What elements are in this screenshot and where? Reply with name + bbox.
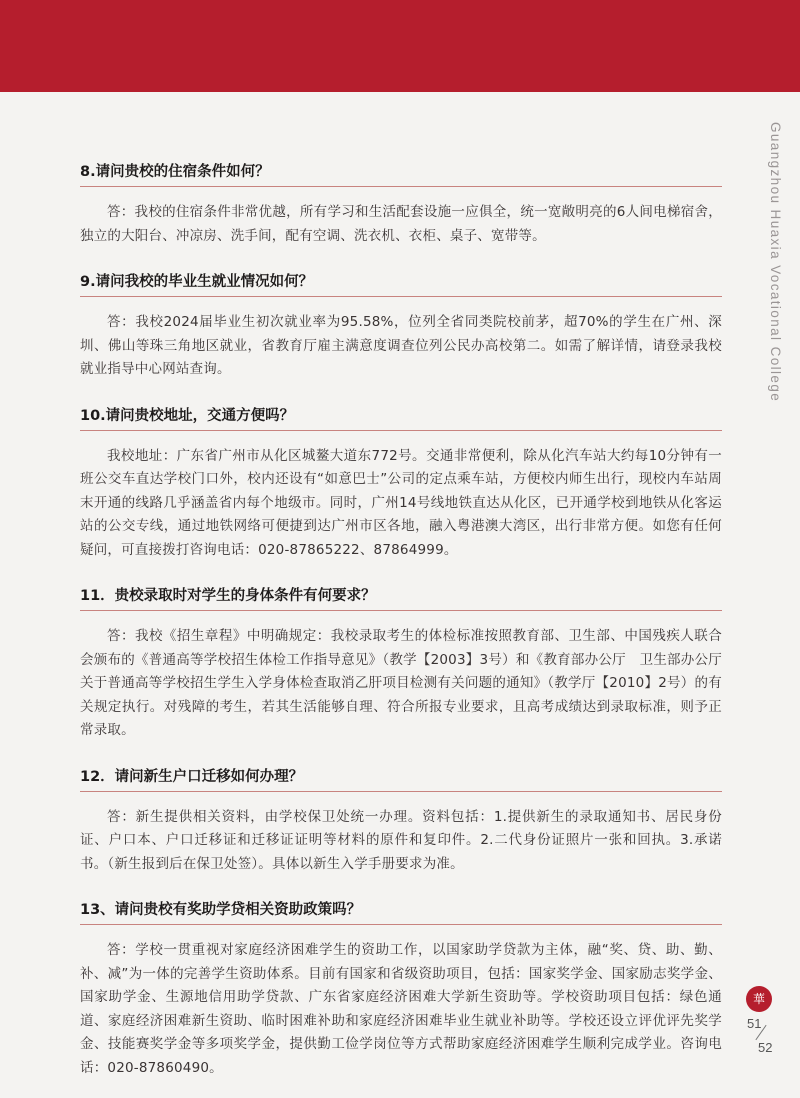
faq-item-13 <box>80 898 722 1080</box>
question-heading: 12．请问新生户口迁移如何办理？ <box>80 765 722 792</box>
top-red-band <box>0 0 800 92</box>
answer-text: 我校地址：广东省广州市从化区城鳌大道东772号。交通非常便利，除从化汽车站大约每10分钟有一班公交车直达学校门口外，校内还设有“如意巴士”公司的定点乘车站，方便校内师生出行，现校内车站周末开通的线路几乎涵盖省内每个地级市。同时，广州14号线地铁直达从化区，已开通学校到地铁从化客运站的公交专线，通过地铁网络可便捷到达广州市区各地，融入粤港澳大湾区，出行非常方便。如您有任何疑问，可直接拨打咨询电话：020-87865222、87864999。 <box>80 447 722 558</box>
answer-text: 答：我校2024届毕业生初次就业率为95.58%，位列全省同类院校前茅，超70%的学生在广州、深圳、佛山等珠三角地区就业，省教育厅雇主满意度调查位列公民办高校第二。如需了解详情，请登录我校就业指导中心网站查询。 <box>80 314 722 377</box>
faq-item-10 <box>80 404 722 563</box>
answer-text: 答：我校《招生章程》中明确规定：我校录取考生的体检标准按照教育部、卫生部、中国残疾人联合会颁布的《普通高等学校招生体检工作指导意见》（教学【2003】3号）和《教育部办公厅 卫生部办公厅关于普通高等学校招生学生入学身体检查取消乙肝项目检测有关问题的通知》（教学厅【2010】2号）的有关规定执行。对残障的考生，若其生活能够自理、符合所报专业要求，且高考成绩达到录取标准，则予正常录取。 <box>80 628 722 738</box>
page-number-left: 51 <box>747 1016 762 1031</box>
answer-text: 答：学校一贯重视对家庭经济困难学生的资助工作，以国家助学贷款为主体，融“奖、贷、助、勤、补、减”为一体的完善学生资助体系。目前有国家和省级资助项目，包括：国家奖学金、国家励志奖学金、国家助学金、生源地信用助学贷款、广东省家庭经济困难大学新生资助等。学校资助项目包括：绿色通道、家庭经济困难新生资助、临时困难补助和家庭经济困难毕业生就业补助等。学校还设立评优评先奖学金、技能赛奖学金等多项奖学金，提供勤工俭学岗位等方式帮助家庭经济困难学生顺利完成学业。咨询电话：020-87860490。 <box>80 942 722 1076</box>
college-emblem-icon: 華 <box>746 986 772 1012</box>
answer-text: 答：我校的住宿条件非常优越，所有学习和生活配套设施一应俱全，统一宽敞明亮的6人间电梯宿舍，独立的大阳台、冲凉房、洗手间，配有空调、洗衣机、衣柜、桌子、宽带等。 <box>80 204 722 244</box>
college-name-vertical: Guangzhou Huaxia Vocational College <box>768 122 783 403</box>
faq-item-11 <box>80 584 722 743</box>
faq-item-12 <box>80 765 722 877</box>
page-number-right: 52 <box>758 1040 773 1055</box>
question-heading: 13、请问贵校有奖助学贷相关资助政策吗？ <box>80 898 722 925</box>
question-heading: 9.请问我校的毕业生就业情况如何？ <box>80 270 722 297</box>
question-heading: 10.请问贵校地址，交通方便吗？ <box>80 404 722 431</box>
faq-list <box>80 160 722 1098</box>
faq-item-9 <box>80 270 722 382</box>
answer-text: 答：新生提供相关资料，由学校保卫处统一办理。资料包括：1.提供新生的录取通知书、居民身份证、户口本、户口迁移证和迁移证证明等材料的原件和复印件。2.二代身份证照片一张和回执。3.承诺书。（新生报到后在保卫处签）。具体以新生入学手册要求为准。 <box>80 808 722 872</box>
faq-item-8 <box>80 160 722 248</box>
question-heading: 11．贵校录取时对学生的身体条件有何要求？ <box>80 584 722 611</box>
question-heading: 8.请问贵校的住宿条件如何？ <box>80 160 722 187</box>
